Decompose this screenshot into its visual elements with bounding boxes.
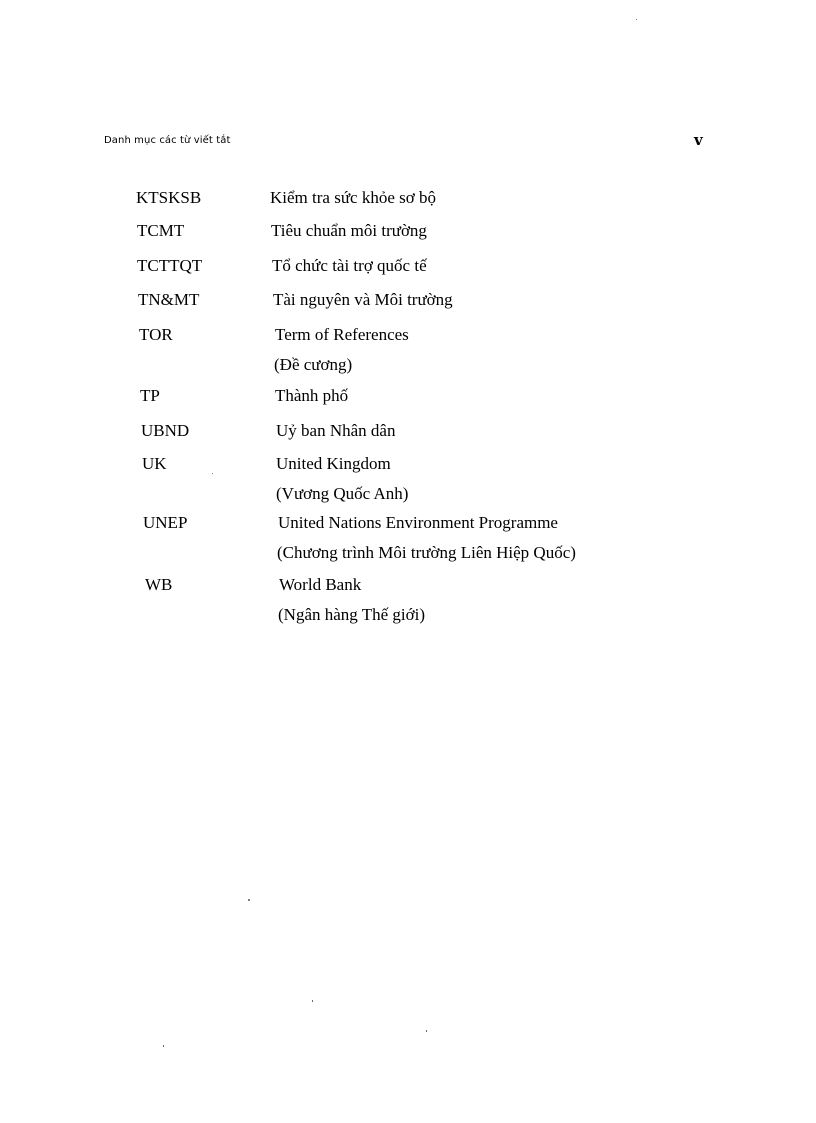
- scan-speck: [426, 1030, 427, 1032]
- abbreviation-term: TOR: [139, 325, 173, 344]
- abbreviation-term: TN&MT: [138, 290, 200, 309]
- abbreviation-meaning: Tổ chức tài trợ quốc tế: [272, 256, 427, 275]
- page-header-title: Danh mục các từ viết tắt: [104, 135, 231, 146]
- abbreviation-meaning: Term of References: [275, 325, 409, 344]
- scan-speck: [312, 1000, 313, 1002]
- scan-speck: [636, 19, 637, 20]
- abbreviation-term: TCMT: [137, 221, 185, 240]
- scan-speck: [163, 1045, 164, 1047]
- abbreviation-meaning-translation: (Vương Quốc Anh): [276, 484, 409, 503]
- abbreviation-term: TCTTQT: [137, 256, 203, 275]
- abbreviation-term: WB: [145, 575, 173, 594]
- scan-speck: [212, 473, 213, 474]
- abbreviation-term: UBND: [141, 421, 190, 440]
- abbreviation-meaning-translation: (Đề cương): [274, 355, 353, 374]
- abbreviation-meaning: United Kingdom: [276, 454, 391, 473]
- abbreviation-term: UNEP: [143, 513, 188, 532]
- abbreviation-term: KTSKSB: [136, 188, 202, 207]
- abbreviation-meaning-translation: (Chương trình Môi trường Liên Hiệp Quốc): [277, 543, 576, 562]
- abbreviation-meaning-translation: (Ngân hàng Thế giới): [278, 605, 425, 624]
- abbreviation-meaning: Tài nguyên và Môi trường: [273, 290, 453, 309]
- abbreviation-meaning: Kiểm tra sức khỏe sơ bộ: [270, 188, 436, 207]
- abbreviation-meaning: Uỷ ban Nhân dân: [276, 421, 396, 440]
- abbreviation-meaning: World Bank: [279, 575, 362, 594]
- abbreviation-term: UK: [142, 454, 167, 473]
- scan-speck: [248, 899, 250, 901]
- abbreviation-term: TP: [140, 386, 160, 405]
- abbreviation-meaning: United Nations Environment Programme: [278, 513, 558, 532]
- abbreviation-meaning: Thành phố: [275, 386, 349, 405]
- page-number: v: [694, 131, 703, 149]
- abbreviation-meaning: Tiêu chuẩn môi trường: [271, 221, 427, 240]
